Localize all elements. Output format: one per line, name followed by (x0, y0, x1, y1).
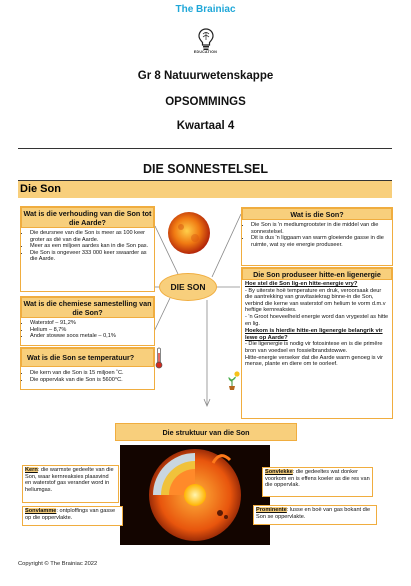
brand-title: The Brainiac (175, 4, 236, 15)
prominences-text: : lusse en boë van gas bokant die Son se oppervlakte. (256, 507, 371, 520)
core-box (22, 465, 119, 503)
energy-question-1: Hoe stel die Son lig-en hitte-energie vry? (245, 281, 358, 287)
list-item: • Die oppervlak van die Son is 5600°C. (30, 377, 154, 384)
sunspots-label: Sonvlekke (265, 469, 293, 475)
core-text: : die warmste gedeelte van die Son, waar kernreaksies plaasvind en waterstof gas verander word in heliumgas. (25, 467, 114, 493)
sun-structure-image (120, 445, 270, 545)
relation-box (20, 206, 155, 292)
core-label: Kern (25, 467, 38, 473)
list-item: • Ander stowwe soos metale – 0,1% (30, 333, 154, 340)
plant-icon (226, 370, 241, 390)
chemical-box (20, 296, 155, 346)
list-item: • Dit is dus 'n liggaam van warm gloeiende gasse in die ruimte, wat sy eie energie produseer. (251, 235, 392, 248)
list-item: - Die ligenergie is nodig vir fotosintese en is die primêre bron van voedsel en fossielbrandstowwe. (245, 341, 383, 354)
list-item: • Die Son is ongeveer 333 000 keer swaarder as die Aarde. (30, 250, 154, 263)
list-item: - By uiterste hoë temperature en druk, veroorsaak deur die aantrekking van gravitasiekrag binne-in die Son, verbind die kerne van waterstof om helium te vorm d.m.v heftige kernreaksies. (245, 287, 386, 314)
temperature-box (20, 347, 155, 390)
energy-question-2: Hoekom is hierdie hitte-en ligenergie belangrik vir lewe op Aarde? (245, 328, 383, 341)
sunspots-text: : die gedeeltes wat donker voorkom en is effens koeler as die res van die oppervlak. (265, 469, 370, 489)
sunspots-box (262, 467, 373, 497)
list-item: • Helium – 8,7% (30, 327, 154, 334)
list-item: Hitte-energie verseker dat die Aarde warm genoeg is vir mense, plante en diere om te oorleef. (245, 354, 384, 368)
copyright: Copyright © The Brainiac 2022 (18, 561, 98, 567)
what-box (241, 207, 393, 266)
list-item: • Die Son is 'n mediumgrootster in die middel van die sonnestelsel. (251, 222, 392, 235)
chemical-title: Wat is die chemiese samestelling van die Son? (21, 297, 154, 318)
list-item: • Meer as een miljoen aardes kan in die Son pas. (30, 243, 154, 250)
temperature-title: Wat is die Son se temperatuur? (21, 348, 154, 367)
list-item: • Die deursnee van die Son is meer as 100 keer groter as dié van die Aarde. (30, 230, 154, 243)
sun-image (167, 211, 211, 255)
subject-title: Gr 8 Natuurwetenskappe (137, 70, 274, 82)
what-title: Wat is die Son? (242, 208, 392, 220)
flares-box (22, 506, 123, 526)
logo-text: EDUCATION (193, 50, 218, 54)
list-item: • Die kern van die Son is 15 miljoen ˚C. (30, 370, 154, 377)
energy-title: Die Son produseer hitte-en ligenergie (242, 268, 392, 280)
prominences-label: Prominente (256, 507, 287, 513)
list-item: • Waterstof – 91,2% (30, 320, 154, 327)
relation-title: Wat is die verhouding van die Son tot die Aarde? (21, 207, 154, 228)
flares-label: Sonvlamme (25, 508, 57, 514)
flares-text: : ontploffings van gasse op die oppervlakte. (25, 508, 116, 521)
energy-box (241, 267, 393, 419)
document-type: OPSOMMINGS (165, 96, 246, 108)
main-heading: DIE SONNESTELSEL (142, 162, 269, 176)
list-item: - 'n Groot hoeveelheid energie word dan vrygestel as hitte en lig. (245, 313, 389, 327)
section-title: Die Son (20, 183, 61, 195)
term-label: Kwartaal 4 (176, 120, 235, 132)
center-label: DIE SON (159, 273, 217, 301)
prominences-box (253, 505, 377, 525)
structure-title: Die struktuur van die Son (115, 423, 297, 441)
thermometer-icon (155, 347, 163, 369)
